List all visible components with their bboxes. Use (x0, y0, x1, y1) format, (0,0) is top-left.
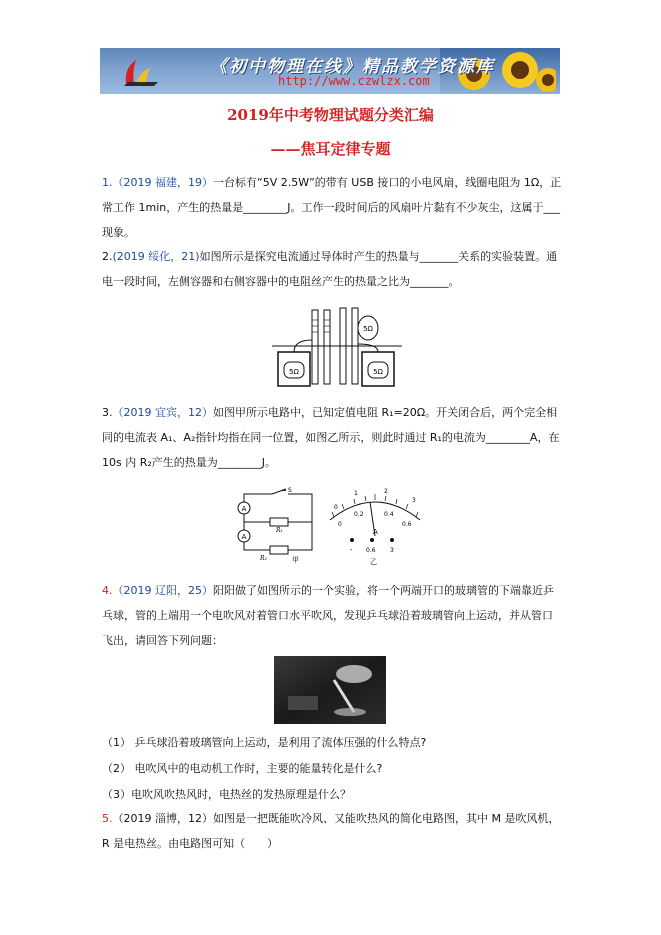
question-1 (102, 170, 562, 245)
question-text: 如图甲所示电路中，已知定值电阻 R₁=20Ω。开关闭合后，两个完全相同的电流表 A₁、A₂指针均指在同一位置，如图乙所示，则此时通过 R₁的电流为________A，在 10s 内 R₂产生的热量为________J。 (102, 406, 560, 469)
terminal-label: 3 (390, 547, 394, 554)
r1-label: R₁ (276, 527, 283, 534)
question-5 (102, 806, 562, 856)
page-subtitle: ——焦耳定律专题 (270, 140, 391, 158)
question-number: 1. (102, 176, 113, 189)
resistor-label: 5Ω (373, 368, 383, 376)
question-2 (102, 244, 562, 294)
dial-tick: 1 (354, 490, 358, 497)
question-source: （2019 淄博，12） (112, 812, 213, 825)
dial-tick: 3 (412, 497, 416, 504)
sub-question-2: （2） 电吹风中的电动机工作时，主要的能量转化是什么? (102, 762, 383, 775)
ammeter-dial-yi (324, 480, 426, 572)
question-source: （2019 福建，19） (112, 176, 213, 189)
question-number: 2. (102, 250, 113, 263)
r2-label: R₂ (260, 555, 267, 562)
dial-zero: 0 (334, 504, 338, 511)
dial-tick: 0.2 (354, 511, 364, 518)
switch-label: S (288, 487, 292, 494)
question-source: (2019 绥化，21) (112, 250, 200, 263)
figure-jia-label: 甲 (292, 556, 299, 564)
joule-experiment-figure (268, 300, 406, 392)
sub-question-1: （1） 乒乓球沿着玻璃管向上运动，是利用了流体压强的什么特点? (102, 736, 427, 749)
question-number: 5. (102, 812, 113, 825)
dial-tick: 0 (338, 521, 342, 528)
resistor-label: 5Ω (363, 325, 373, 333)
terminal-label: 0.6 (366, 547, 376, 554)
header-banner (100, 48, 560, 94)
banner-url[interactable]: http://www.czwlzx.com (278, 74, 430, 88)
question-4 (102, 578, 562, 653)
dial-tick: 0.4 (384, 511, 394, 518)
question-text: 如图是一把既能吹冷风、又能吹热风的简化电路图，其中 M 是吹风机，R 是电热丝。由电路图可知（ ） (102, 812, 560, 850)
question-number: 4. (102, 584, 113, 597)
ammeter-label: A (241, 533, 247, 541)
circuit-diagram-jia (230, 486, 320, 566)
sub-question-3: （3）电吹风吹热风时，电热丝的发热原理是什么？ (102, 788, 351, 801)
page-title: 2019年中考物理试题分类汇编 (227, 106, 434, 124)
question-text: 阳阳做了如图所示的一个实验，将一个两端开口的玻璃管的下端靠近乒乓球，管的上端用一个电吹风对着管口水平吹风，发现乒乓球沿着玻璃管向上运动，并从管口飞出，请回答下列问题： (102, 584, 554, 647)
dial-tick: 2 (384, 488, 388, 495)
question-number: 3. (102, 406, 113, 419)
resistor-label: 5Ω (289, 368, 299, 376)
banner-title: 《初中物理在线》精品教学资源库 (210, 57, 495, 77)
figure-yi-label: 乙 (370, 558, 377, 566)
ammeter-label: A (241, 505, 247, 513)
question-text: 一台标有“5V 2.5W”的带有 USB 接口的小电风扇，线圈电阻为 1Ω，正常工作 1min，产生的热量是________J。工作一段时间后的风扇叶片黏有不少灰尘，这属于___现象。 (102, 176, 562, 239)
question-3 (102, 400, 562, 475)
question-text: 如图所示是探究电流通过导体时产生的热量与_______关系的实验装置。通电一段时间，左侧容器和右侧容器中的电阻丝产生的热量之比为_______。 (102, 250, 558, 288)
experiment-photo (274, 656, 386, 724)
logo-icon (120, 54, 162, 90)
question-source: （2019 辽阳，25） (112, 584, 213, 597)
terminal-label: - (350, 546, 353, 554)
question-source: （2019 宜宾，12） (112, 406, 213, 419)
dial-unit: A (373, 528, 378, 536)
dial-tick: 0.6 (402, 521, 412, 528)
